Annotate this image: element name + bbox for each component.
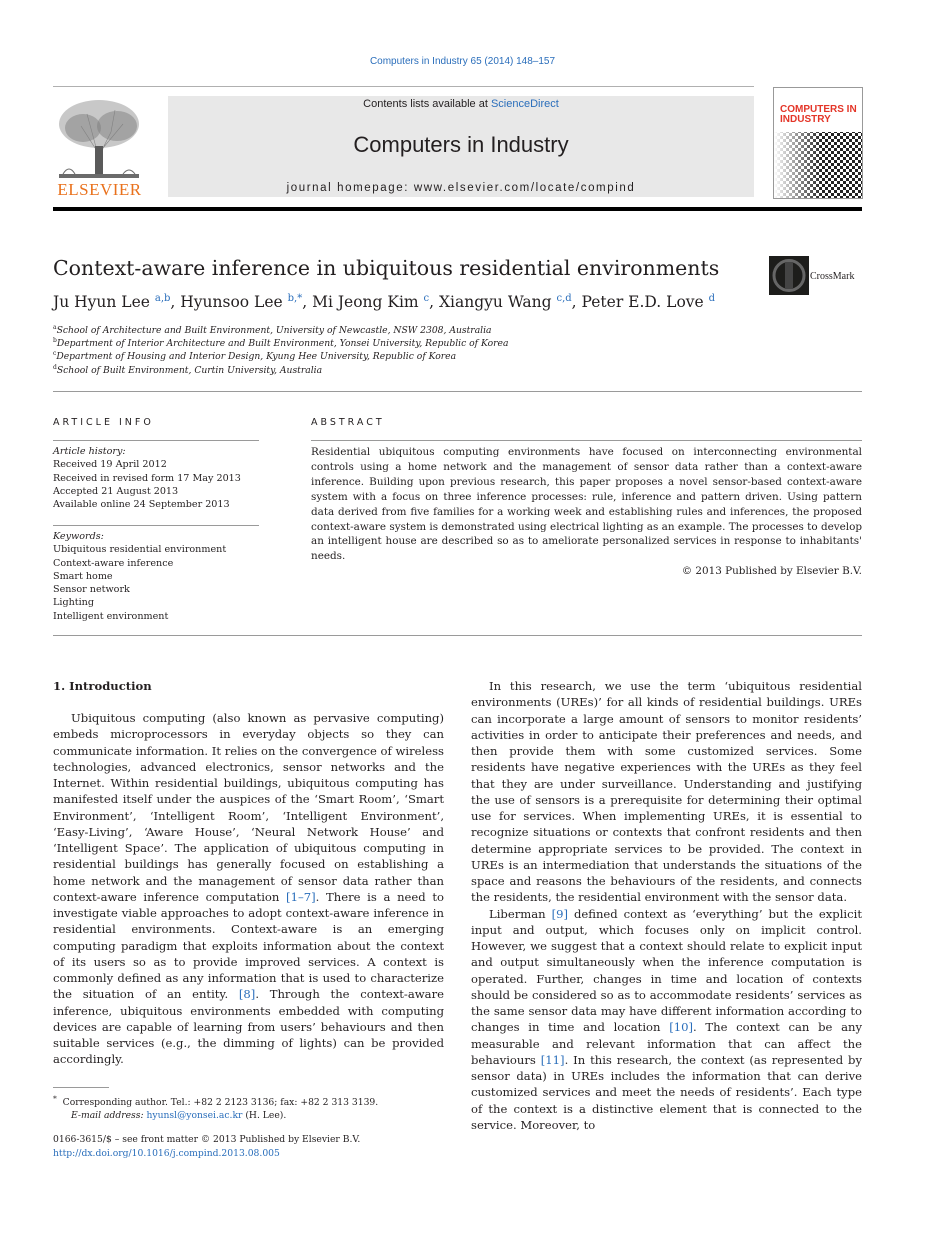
affiliation-text: School of Built Environment, Curtin University, Australia — [56, 365, 323, 376]
cover-halftone-pattern — [774, 88, 862, 198]
paragraph-text: . In this research, the context (as represented by sensor data) in UREs includes the information that can derive customized services and meet the needs of residents’. Each type of the context is a distinctive element that is connected to the service. Moreover, to — [471, 1052, 863, 1132]
author-affil-mark[interactable]: c,d — [556, 293, 572, 304]
affiliation-text: School of Architecture and Built Environment, University of Newcastle, NSW 2308, Australia — [56, 325, 492, 336]
doi-link[interactable]: http://dx.doi.org/10.1016/j.compind.2013.08.005 — [53, 1147, 280, 1159]
footnote-mark: * — [53, 1094, 57, 1103]
header-rule — [53, 86, 754, 87]
footnote-text: Corresponding author. Tel.: +82 2 2123 3136; fax: +82 2 313 3139. — [62, 1097, 379, 1109]
article-history — [53, 445, 241, 511]
keyword: Ubiquitous residential environment — [53, 544, 227, 556]
keyword: Context-aware inference — [53, 557, 174, 569]
keywords-rule — [53, 525, 259, 526]
email-suffix: (H. Lee). — [242, 1110, 287, 1122]
article-title: Context-aware inference in ubiquitous residential environments — [53, 256, 720, 280]
paragraph-text: . Through the context-aware inference, ubiquitous environments embedded with computing devices are capable of learning from users’ behaviours and then suitable services (e.g., the dimming of lights) can be provided accordingly. — [53, 987, 444, 1067]
citation-link[interactable]: [8] — [238, 987, 256, 1002]
affiliation — [53, 364, 322, 376]
affiliation-mark: d — [53, 364, 57, 371]
header-thick-rule — [53, 207, 862, 211]
author-name[interactable]: Xiangyu Wang — [439, 293, 557, 311]
sciencedirect-link[interactable]: ScienceDirect — [490, 98, 559, 110]
article-info-heading: ARTICLE INFO — [53, 417, 154, 428]
crossmark-icon[interactable] — [769, 256, 809, 295]
body-column-left — [53, 710, 444, 1068]
footnote-email — [53, 1109, 444, 1122]
affiliation-text: Department of Interior Architecture and Built Environment, Yonsei University, Republic of Korea — [56, 338, 509, 349]
journal-banner — [168, 96, 754, 197]
author-affil-mark[interactable]: a,b — [154, 293, 171, 304]
keyword: Sensor network — [53, 584, 130, 596]
body-column-right — [471, 678, 862, 1133]
section-divider — [53, 391, 862, 392]
author-name[interactable]: Ju Hyun Lee — [53, 293, 155, 311]
paragraph-text: Ubiquitous computing (also known as pervasive computing) embeds microprocessors in everyday objects so they can communicate information. It relies on the convergence of wireless technologies, advanced electronics, sensor networks and the Internet. Within residential buildings, ubiquitous computing has manifested itself under the auspices of the ‘Smart Room’, ‘Smart Environment’, ‘Intelligent Room’, ‘Intelligent Environment’, ‘Easy-Living’, ‘Aware House’, ‘Neural Network House’ and ‘Intelligent Space’. The application of ubiquitous computing in residential buildings has generally focused on establishing a home network and the management of sensor data rather than context-aware inference computation — [53, 711, 444, 904]
journal-citation[interactable]: Computers in Industry 65 (2014) 148–157 — [369, 56, 556, 67]
author-separator: , — [302, 293, 313, 311]
author-separator: , — [170, 293, 181, 311]
contents-prefix: Contents lists available at — [363, 98, 491, 110]
keyword: Intelligent environment — [53, 610, 169, 622]
issn-line: 0166-3615/$ – see front matter © 2013 Published by Elsevier B.V. — [53, 1134, 361, 1145]
cover-title: COMPUTERS IN INDUSTRY — [780, 104, 857, 125]
affiliation-mark: c — [53, 350, 57, 357]
history-item: Received 19 April 2012 — [53, 459, 167, 471]
section-heading-introduction: 1. Introduction — [53, 679, 152, 693]
paragraph — [471, 678, 862, 906]
publication-info — [53, 1133, 360, 1160]
paragraph-text: . There is a need to investigate viable approaches to adopt context-aware inference in residential environments. Context-aware is an emerging computing paradigm that exploits information about the context of its users so as to provide improved services. A context is commonly defined as any information that is used to characterize the situation of an entity. — [53, 889, 444, 1002]
author-separator: , — [429, 293, 440, 311]
keywords-label: Keywords: — [53, 531, 104, 542]
citation-link[interactable]: [9] — [551, 906, 568, 921]
citation-link[interactable]: [1–7] — [286, 889, 316, 904]
elsevier-wordmark: ELSEVIER — [57, 180, 142, 199]
paragraph — [471, 906, 862, 1134]
affiliation — [53, 337, 508, 349]
affiliation — [53, 350, 456, 362]
paragraph-text: . The context can be any measurable and relevant information that can affect the behaviours — [471, 1020, 862, 1067]
crossmark-label[interactable]: CrossMark — [810, 271, 855, 282]
author-affil-mark[interactable]: c — [423, 293, 430, 304]
email-label: E-mail address: — [71, 1110, 147, 1122]
abstract-copyright: © 2013 Published by Elsevier B.V. — [681, 565, 862, 577]
author-affil-mark[interactable]: d — [708, 293, 716, 304]
paragraph — [53, 710, 444, 1068]
keywords — [53, 530, 226, 623]
abstract-heading: ABSTRACT — [311, 417, 385, 428]
history-item: Accepted 21 August 2013 — [53, 485, 179, 497]
email-link[interactable]: hyunsl@yonsei.ac.kr — [146, 1110, 243, 1122]
journal-cover-image[interactable] — [773, 87, 863, 199]
author-separator: , — [571, 293, 582, 311]
abstract-rule — [311, 440, 862, 441]
author-name[interactable]: Peter E.D. Love — [581, 293, 709, 311]
citation-link[interactable]: [10] — [669, 1020, 693, 1035]
abstract-text: Residential ubiquitous computing environments have focused on interconnecting environmental controls using a home network and the management of sensor data rather than a context-aware inference. Building upon previous research, this paper proposes a novel sensor-based context-aware system with a focus on three inference processes: rule, inference and pattern driven. Using pattern data derived from five families for a working week and establishing rules and inferences, the proposed context-aware system is demonstrated using electrical lighting as an example. The processes to develop an intelligent house are described so as to ameliorate personalized services in response to inhabitants' needs. — [311, 446, 862, 563]
footnote-corresponding — [53, 1092, 444, 1109]
affiliation — [53, 324, 492, 336]
journal-homepage[interactable]: journal homepage: www.elsevier.com/locate/compind — [286, 182, 636, 194]
article-info-rule — [53, 440, 259, 441]
section-divider — [53, 635, 862, 636]
citation-link[interactable]: [11] — [540, 1052, 565, 1067]
author-name[interactable]: Mi Jeong Kim — [312, 293, 424, 311]
history-label: Article history: — [53, 446, 126, 457]
paragraph-text: Liberman — [489, 906, 552, 921]
affiliation-text: Department of Housing and Interior Design, Kyung Hee University, Republic of Korea — [56, 351, 457, 362]
footnote-rule — [53, 1087, 109, 1088]
author-list — [53, 293, 715, 311]
paragraph-text: defined context as ‘everything’ but the explicit input and output, which focuses only on implicit control. However, we suggest that a context should relate to explicit input and output simultaneously when the inference computation is operated. Further, changes in time and location of contexts should be considered so as to accommodate residents’ services as the same sensor data may have different information according to changes in time and location — [471, 906, 863, 1035]
history-item: Available online 24 September 2013 — [53, 499, 230, 511]
contents-line — [168, 98, 754, 110]
author-name[interactable]: Hyunsoo Lee — [180, 293, 288, 311]
footnote — [53, 1092, 444, 1123]
affiliation-mark: a — [53, 324, 57, 331]
paragraph-text: In this research, we use the term ‘ubiquitous residential environments (UREs)’ for all kinds of residential buildings. UREs can incorporate a large amount of sensors to monitor residents’ activities in order to anticipate their preferences and needs, and then provide them with some customized services. Some residents have negative experiences with the UREs as they feel that they are under surveillance. Understanding and justifying the use of sensors is a prerequisite for determining their optimal use for services. When implementing UREs, it is essential to recognize situations or contexts that confront residents and then determine appropriate services to be provided. The context in UREs is an intermediation that understands the situations of the space and reasons the behaviours of the residents, and connects the residents, the residential environment with the sensor data. — [471, 679, 862, 905]
affiliation-mark: b — [53, 337, 57, 344]
journal-title: Computers in Industry — [353, 132, 569, 157]
keyword: Smart home — [53, 570, 113, 582]
author-affil-mark[interactable]: b,* — [287, 293, 303, 304]
history-item: Received in revised form 17 May 2013 — [53, 472, 241, 484]
keyword: Lighting — [53, 597, 95, 609]
